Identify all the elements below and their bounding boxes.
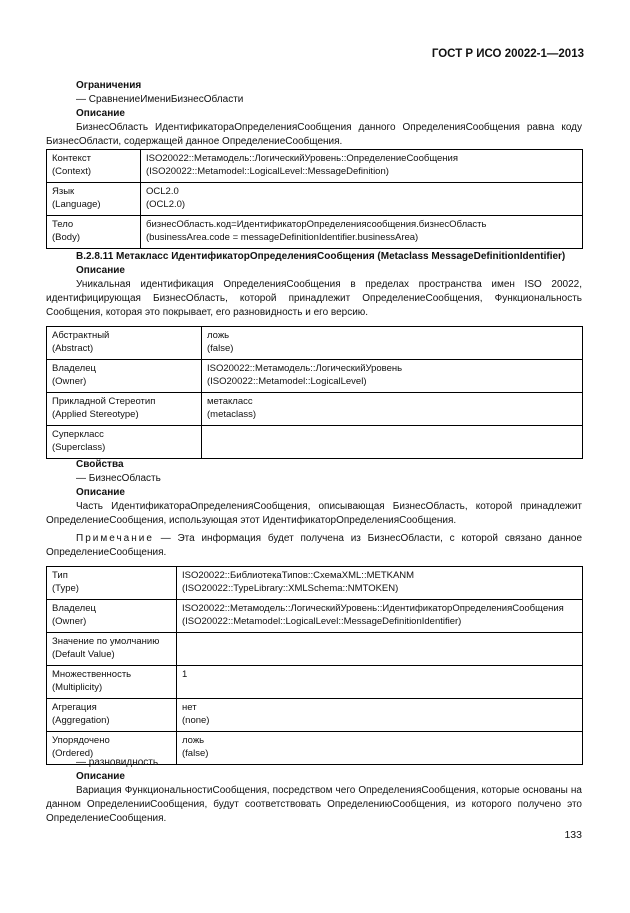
constraints-description-text: БизнесОбласть ИдентификатораОпределенияСообщения данного ОпределенияСообщения равна коду БизнесОбласти, содержащей данное ОпределениеСообщения. [46,122,582,147]
table-key-cell [47,567,177,600]
page-number: 133 [564,829,582,841]
cell-label-ru: Агрегация [52,702,97,713]
cell-value-ru [182,636,578,648]
cell-value-en: (ISO20022::Metamodel::LogicalLevel) [207,375,367,387]
table-key-cell [47,633,177,666]
cell-value-ru: ISO20022::Метамодель::ЛогическийУровень::ОпределениеСообщения [146,153,459,164]
cell-label-en: (Superclass) [52,441,106,453]
properties-heading: Свойства [76,459,124,470]
cell-value-en: (ISO20022::Metamodel::LogicalLevel::MessageDefinitionIdentifier) [182,615,462,627]
table-value-cell [141,183,583,216]
table-value-cell [177,666,583,699]
table-key-cell [47,600,177,633]
table-value-cell [141,150,583,183]
table-value-cell [202,426,583,459]
cell-value-en [182,682,578,694]
table-value-cell [202,327,583,360]
table-row [47,327,583,360]
properties-description-heading: Описание [76,487,125,498]
cell-value-en: (ISO20022::Metamodel::LogicalLevel::MessageDefinition) [146,165,389,177]
cell-value-ru: OCL2.0 [146,186,179,197]
table-row [47,360,583,393]
cell-label-en: (Aggregation) [52,714,110,726]
table-key-cell [47,393,202,426]
cell-label-en: (Default Value) [52,648,115,660]
table-key-cell [47,666,177,699]
cell-value-ru: 1 [182,669,188,680]
cell-label-ru: Владелец [52,603,96,614]
table-value-cell [202,360,583,393]
cell-label-ru: Суперкласс [52,429,104,440]
cell-label-en: (Type) [52,582,79,594]
variant-description-text: Вариация ФункциональностиСообщения, посредством чего ОпределенияСообщения, которые основаны на данном ОпределенииСообщения, будут соответствовать ОпределениюСообщения, из которого получено это ОпределениеСообщения. [46,785,582,824]
table-key-cell [47,699,177,732]
cell-value-en: (false) [207,342,234,354]
metaclass-table [46,326,583,459]
table-row [47,426,583,459]
cell-value-en: (metaclass) [207,408,257,420]
constraints-item: — СравнениеИмениБизнесОбласти [76,94,244,105]
section-description-text: Уникальная идентификация ОпределенияСообщения в пределах пространства имен ISO 20022, идентифицирующая БизнесОбласть, которой принадлежит ОпределениеСообщения, Функциональность Сообщения, которая это покрывает, его разновидность и его версию. [46,279,582,318]
variant-description-heading: Описание [76,771,125,782]
table-key-cell [47,150,141,183]
cell-value-en [207,441,578,453]
cell-value-ru: нет [182,702,197,713]
constraints-block [46,79,582,149]
table-value-cell [177,600,583,633]
cell-label-en: (Applied Stereotype) [52,408,139,420]
cell-label-ru: Владелец [52,363,96,374]
table-row [47,699,583,732]
variant-item: — разновидность [76,757,159,768]
cell-label-ru: Множественность [52,669,132,680]
cell-value-en [182,648,578,660]
cell-value-ru: ложь [182,735,205,746]
cell-label-ru: Тело [52,219,74,230]
cell-label-ru: Упорядочено [52,735,110,746]
document-header: ГОСТ Р ИСО 20022-1—2013 [431,48,584,60]
cell-value-ru: бизнесОбласть.код=ИдентификаторОпределениясообщения.бизнесОбласть [146,219,487,230]
cell-value-ru: ISO20022::Метамодель::ЛогическийУровень [207,363,403,374]
section-description-heading: Описание [76,265,125,276]
note-paragraph [46,532,582,560]
property-table [46,566,583,765]
table-row [47,216,583,249]
cell-label-en: (Context) [52,165,92,177]
table-key-cell [47,216,141,249]
cell-value-ru: ISO20022::БиблиотекаТипов::СхемаXML::METKANM [182,570,415,581]
cell-value-en: (OCL2.0) [146,198,186,210]
constraint-table [46,149,583,249]
cell-label-ru: Абстрактный [52,330,110,341]
cell-label-ru: Тип [52,570,68,581]
cell-label-en: (Abstract) [52,342,94,354]
table-value-cell [202,393,583,426]
cell-value-en: (none) [182,714,210,726]
note-text: — Эта информация будет получена из БизнесОбласти, с которой связано данное ОпределениеСообщения. [46,533,582,558]
table-row [47,183,583,216]
table-key-cell [47,327,202,360]
cell-label-en: (Owner) [52,615,87,627]
note-label: Примечание [76,533,154,544]
table-value-cell [177,567,583,600]
table-row [47,150,583,183]
cell-label-en: (Multiplicity) [52,681,103,693]
cell-label-ru: Значение по умолчанию [52,636,160,647]
properties-block [46,458,582,560]
cell-value-en: (ISO20022::TypeLibrary::XMLSchema::NMTOKEN) [182,582,399,594]
cell-value-ru: ISO20022::Метамодель::ЛогическийУровень::ИдентификаторОпределенияСообщения [182,603,564,614]
cell-label-en: (Owner) [52,375,87,387]
table-row [47,567,583,600]
table-key-cell [47,360,202,393]
table-value-cell [177,699,583,732]
variant-block [46,756,582,826]
table-row [47,666,583,699]
table-row [47,600,583,633]
cell-value-ru: ложь [207,330,230,341]
constraints-description-heading: Описание [76,108,125,119]
cell-label-ru: Контекст [52,153,91,164]
table-key-cell [47,426,202,459]
properties-item: — БизнесОбласть [76,473,161,484]
table-key-cell [47,183,141,216]
cell-label-ru: Прикладной Стереотип [52,396,156,407]
cell-label-en: (Language) [52,198,101,210]
cell-value-en: (businessArea.code = messageDefinitionIdentifier.businessArea) [146,231,419,243]
properties-description-text: Часть ИдентификатораОпределенияСообщения, описывающая БизнесОбласть, которой принадлежит ОпределениеСообщения, использующая этот ИдентификаторОпределенияСообщения. [46,501,582,526]
section-title: В.2.8.11 Метакласс ИдентификаторОпределенияСообщения (Metaclass MessageDefinitionIdentifier) [76,251,566,262]
cell-label-en: (Body) [52,231,80,243]
table-row [47,633,583,666]
cell-value-en: (false) [182,747,209,759]
cell-label-en: (Ordered) [52,747,94,759]
cell-label-ru: Язык [52,186,75,197]
cell-value-ru: метакласс [207,396,253,407]
table-row [47,393,583,426]
metaclass-section [46,250,582,320]
table-value-cell [141,216,583,249]
constraints-heading: Ограничения [76,80,142,91]
table-value-cell [177,633,583,666]
cell-value-ru [207,429,578,441]
